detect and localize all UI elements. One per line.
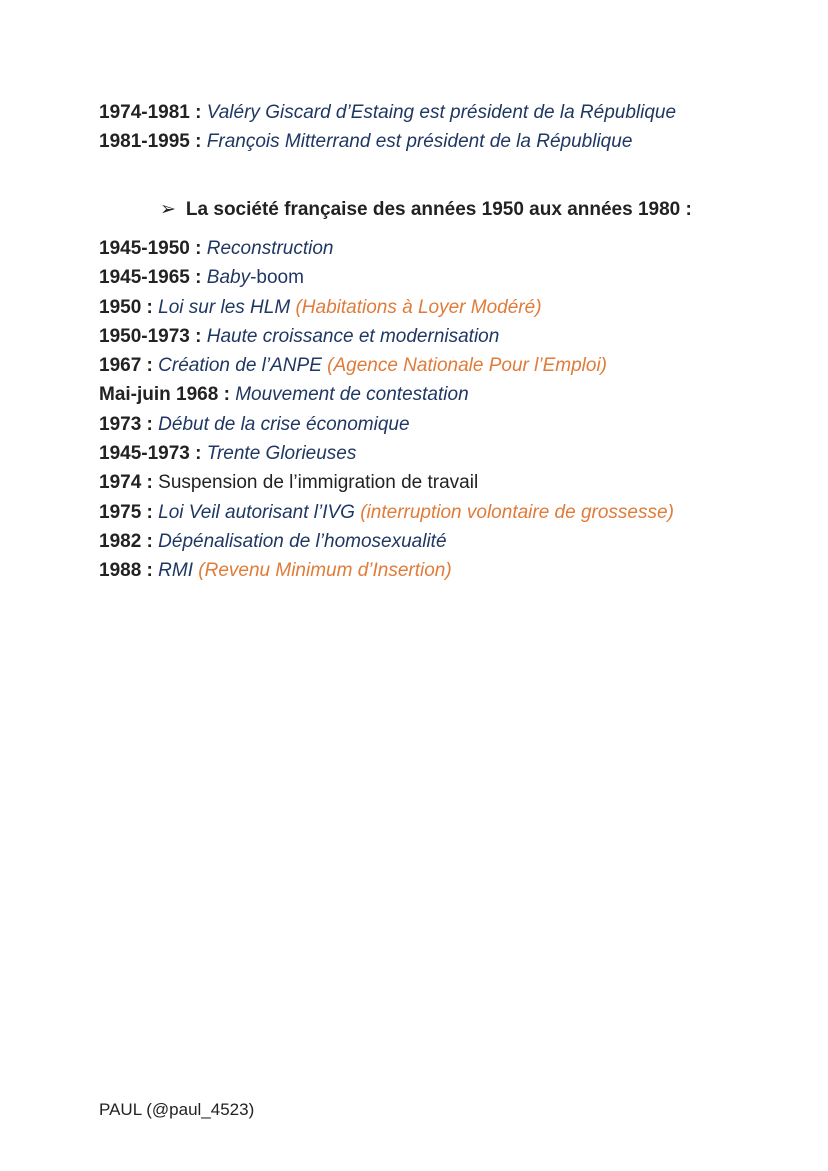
event-date: 1945-1965 xyxy=(99,267,190,289)
timeline-event xyxy=(99,468,799,497)
society-events-list xyxy=(99,234,799,586)
event-text: François Mitterrand est président de la République xyxy=(206,131,633,153)
event-date: 1974 xyxy=(99,472,142,494)
event-text: RMI xyxy=(158,560,199,582)
event-date: 1981-1995 xyxy=(99,131,190,153)
event-date: 1988 xyxy=(99,560,142,582)
event-text: Reconstruction xyxy=(206,238,334,259)
date-separator: : xyxy=(189,102,207,123)
president-line xyxy=(99,127,799,156)
event-text: Trente Glorieuses xyxy=(206,443,357,465)
presidents-list xyxy=(99,98,799,157)
section-heading xyxy=(160,195,692,224)
footer-author: PAUL (@paul_4523) xyxy=(99,1100,255,1119)
event-text: Dépénalisation de l’homosexualité xyxy=(158,530,447,552)
event-text: Création de l’ANPE xyxy=(158,355,328,377)
event-text: Loi sur les HLM xyxy=(158,296,296,318)
timeline-event xyxy=(99,410,799,439)
event-date: 1950-1973 xyxy=(99,325,190,347)
timeline-event xyxy=(99,234,799,263)
event-acronym-expansion: (Habitations à Loyer Modéré) xyxy=(295,296,542,318)
date-separator: : xyxy=(189,238,207,259)
date-separator: : xyxy=(189,443,207,465)
event-text: Suspension de l’immigration de travail xyxy=(158,472,479,494)
event-acronym-expansion: (Revenu Minimum d’Insertion) xyxy=(198,560,452,582)
event-text: Haute croissance et modernisation xyxy=(206,325,500,347)
timeline-event xyxy=(99,527,799,556)
timeline-event xyxy=(99,263,799,292)
date-separator: : xyxy=(141,355,159,377)
event-text: Début de la crise économique xyxy=(158,413,410,435)
event-date: 1974-1981 xyxy=(99,102,190,123)
event-date: 1982 xyxy=(99,530,142,552)
timeline-event xyxy=(99,439,799,468)
event-date: Mai-juin 1968 xyxy=(99,384,219,406)
president-line xyxy=(99,98,799,127)
event-text: Valéry Giscard d’Estaing est président de la République xyxy=(206,102,677,123)
timeline-event xyxy=(99,380,799,409)
date-separator: : xyxy=(189,131,207,153)
date-separator: : xyxy=(141,501,159,523)
event-acronym-expansion: (Agence Nationale Pour l’Emploi) xyxy=(327,355,608,377)
event-date: 1945-1950 xyxy=(99,238,190,259)
event-text: -boom xyxy=(250,267,304,289)
event-date: 1973 xyxy=(99,413,142,435)
event-date: 1975 xyxy=(99,501,142,523)
arrow-bullet-icon: ➢ xyxy=(160,199,176,220)
date-separator: : xyxy=(189,325,207,347)
event-text: Mouvement de contestation xyxy=(235,384,469,406)
section-heading-text: La société française des années 1950 aux années 1980 : xyxy=(185,199,692,220)
event-text: Baby xyxy=(206,267,251,289)
event-date: 1950 xyxy=(99,296,142,318)
date-separator: : xyxy=(218,384,236,406)
date-separator: : xyxy=(141,530,159,552)
date-separator: : xyxy=(141,560,159,582)
event-text: Loi Veil autorisant l’IVG xyxy=(158,501,361,523)
event-date: 1967 xyxy=(99,355,142,377)
event-acronym-expansion: (interruption volontaire de grossesse) xyxy=(360,501,674,523)
date-separator: : xyxy=(141,472,159,494)
date-separator: : xyxy=(189,267,207,289)
timeline-event xyxy=(99,322,799,351)
date-separator: : xyxy=(141,413,159,435)
timeline-event xyxy=(99,351,799,380)
event-date: 1945-1973 xyxy=(99,443,190,465)
timeline-event xyxy=(99,293,799,322)
timeline-event xyxy=(99,556,799,585)
timeline-event xyxy=(99,498,799,527)
date-separator: : xyxy=(141,296,159,318)
